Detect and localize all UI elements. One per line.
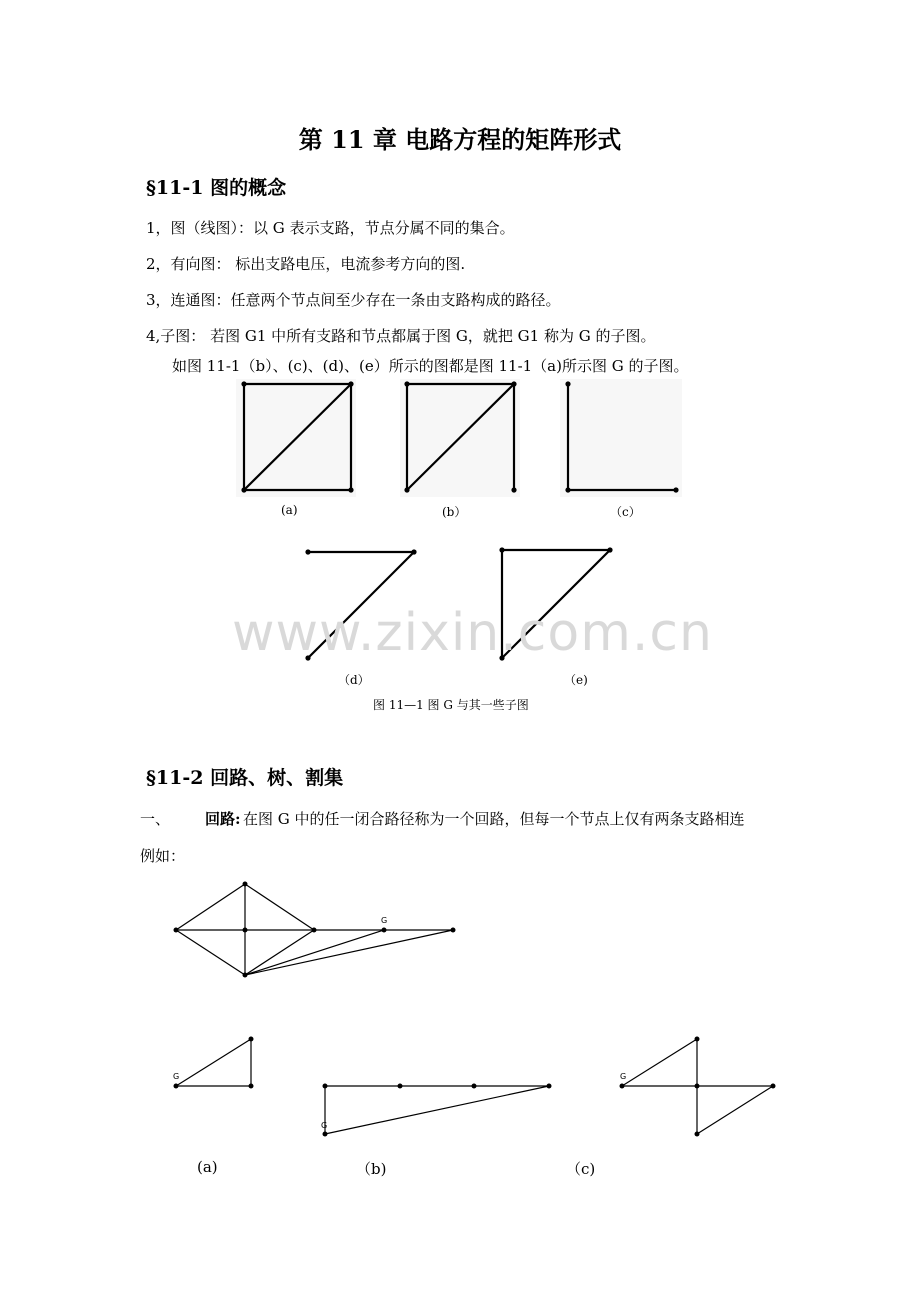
node-label-g: G [173,1072,180,1081]
loop-b [323,1084,552,1137]
subfigure-label-a: (a) [281,503,298,517]
figure-caption: 图 11—1 图 G 与其一些子图 [373,698,529,712]
item-term: 回路: [205,810,241,828]
node-label-g: G [381,916,388,925]
loop-label-c: （c) [566,1160,596,1178]
section-heading-11-2: §11-2 回路、树、割集 [146,767,344,789]
item-text: 在图 G 中的任一闭合路径称为一个回路，但每一个节点上仅有两条支路相连 [243,810,745,828]
item-number: 一、 [140,810,171,828]
loop-label-a: (a) [197,1158,218,1176]
loop-a [174,1037,254,1089]
subfigure-label-e: （e) [564,673,588,687]
item-text-example: 例如： [140,847,186,865]
paragraph-item-4: 4,子图： 若图 G1 中所有支路和节点都属于图 G，就把 G1 称为 G 的子图。 [146,327,656,345]
subfigure-label-d: （d） [338,673,370,687]
section-heading-11-1: §11-1 图的概念 [146,177,287,199]
page-title: 第 11 章 电路方程的矩阵形式 [298,125,622,154]
subfigure-label-b: (b） [442,505,467,519]
paragraph-example: 如图 11-1（b）、(c)、(d)、(e）所示的图都是图 11-1（a)所示图 G 的子图。 [172,357,689,375]
paragraph-item-2: 2，有向图： 标出支路电压，电流参考方向的图. [146,255,466,273]
paragraph-item-3: 3，连通图：任意两个节点间至少存在一条由支路构成的路径。 [146,291,561,309]
loop-label-b: （b) [356,1160,387,1178]
paragraph-item-1: 1，图（线图）：以 G 表示支路，节点分属不同的集合。 [146,219,515,237]
node-label-g: G [321,1121,328,1130]
watermark: www.zixin.com.cn [232,603,713,663]
node-label-g: G [620,1072,627,1081]
graph-g [174,882,456,978]
loop-c [620,1037,776,1137]
subfigure-label-c: （c） [610,505,641,519]
